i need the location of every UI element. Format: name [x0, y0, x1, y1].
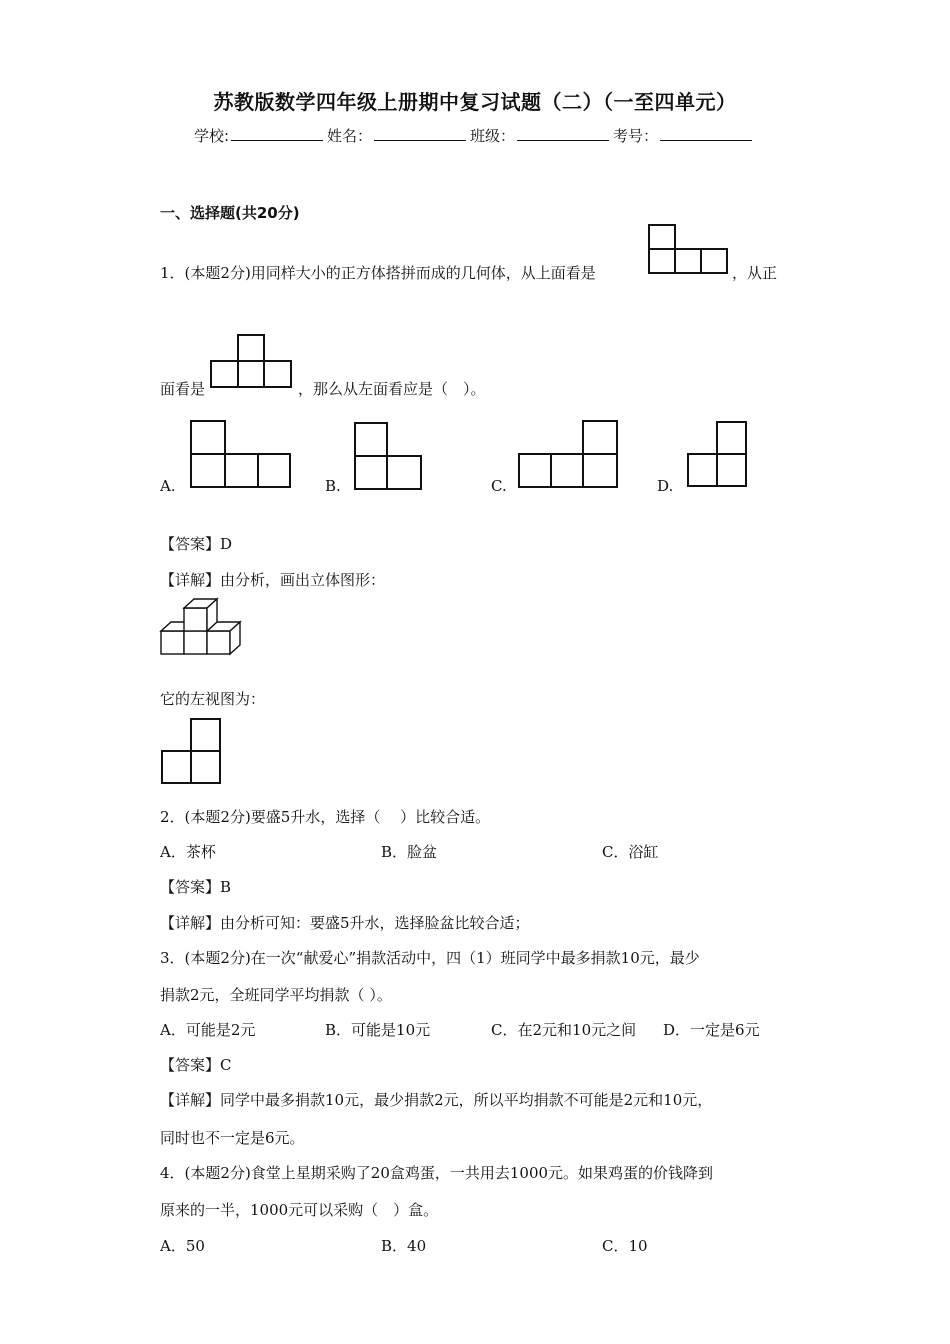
option-a-figure	[190, 420, 292, 488]
q2-option-c: C．浴缸	[602, 843, 659, 861]
student-info-line	[0, 125, 950, 146]
q2-option-b: B．脸盆	[381, 843, 438, 861]
q1-text-part1: 1．(本题2分)用同样大小的正方体搭拼而成的几何体，从上面看是	[160, 264, 596, 282]
q1-text-part2: ，从正	[732, 264, 778, 282]
q4-option-a: A．50	[160, 1237, 205, 1255]
q3-option-c: C．在2元和10元之间	[491, 1021, 637, 1039]
class-label: 班级：	[470, 127, 516, 145]
option-b-figure	[354, 422, 424, 490]
school-label: 学校:	[193, 127, 229, 145]
q4-option-b: B．40	[381, 1237, 427, 1255]
q3-text-line2: 捐款2元，全班同学平均捐款（ ）。	[160, 986, 392, 1004]
q1-text-part3: 面看是	[160, 380, 206, 398]
front-view-figure	[210, 334, 292, 388]
q4-text-line1: 4．(本题2分)食堂上星期采购了20盒鸡蛋，一共用去1000元。如果鸡蛋的价钱降到	[160, 1164, 714, 1182]
option-d-figure	[687, 421, 749, 487]
q1-option-b-label: B.	[325, 477, 341, 495]
q3-option-b: B．可能是10元	[325, 1021, 431, 1039]
q2-answer: 【答案】B	[160, 878, 232, 896]
page-title: 苏教版数学四年级上册期中复习试题（二）（一至四单元）	[213, 90, 737, 114]
q3-answer: 【答案】C	[160, 1056, 232, 1074]
q2-detail: 【详解】由分析可知：要盛5升水，选择脸盆比较合适；	[160, 914, 530, 932]
q1-option-c-label: C.	[491, 477, 507, 495]
class-blank	[517, 126, 609, 141]
q2-text: 2．(本题2分)要盛5升水，选择（ ）比较合适。	[160, 808, 491, 826]
q3-text-line1: 3．(本题2分)在一次“献爱心”捐款活动中，四（1）班同学中最多捐款10元，最少	[160, 949, 700, 967]
q3-option-a: A．可能是2元	[160, 1021, 256, 1039]
exam-no-blank	[660, 126, 752, 141]
top-view-figure	[648, 224, 728, 274]
q1-text-part4: ，那么从左面看应是（ ）。	[298, 380, 486, 398]
left-view-answer-figure	[161, 718, 223, 784]
q1-detail: 【详解】由分析，画出立体图形：	[160, 571, 386, 589]
q1-left-view-label: 它的左视图为：	[160, 690, 266, 708]
q1-option-d-label: D.	[657, 477, 674, 495]
q3-detail-line1: 【详解】同学中最多捐款10元，最少捐款2元，所以平均捐款不可能是2元和10元，	[160, 1091, 713, 1109]
name-blank	[374, 126, 466, 141]
q4-option-c: C．10	[602, 1237, 648, 1255]
q3-detail-line2: 同时也不一定是6元。	[160, 1129, 305, 1147]
name-label: 姓名：	[327, 127, 373, 145]
school-blank	[231, 126, 323, 141]
q1-option-a-label: A.	[160, 477, 176, 495]
option-c-figure	[518, 420, 620, 488]
q4-text-line2: 原来的一半，1000元可以采购（ ）盒。	[160, 1201, 439, 1219]
solid-figure-3d	[160, 598, 244, 658]
section-heading: 一、选择题(共20分)	[160, 204, 300, 222]
exam-no-label: 考号：	[613, 127, 659, 145]
q3-option-d: D．一定是6元	[663, 1021, 760, 1039]
q1-answer: 【答案】D	[160, 535, 233, 553]
q2-option-a: A．茶杯	[160, 843, 216, 861]
